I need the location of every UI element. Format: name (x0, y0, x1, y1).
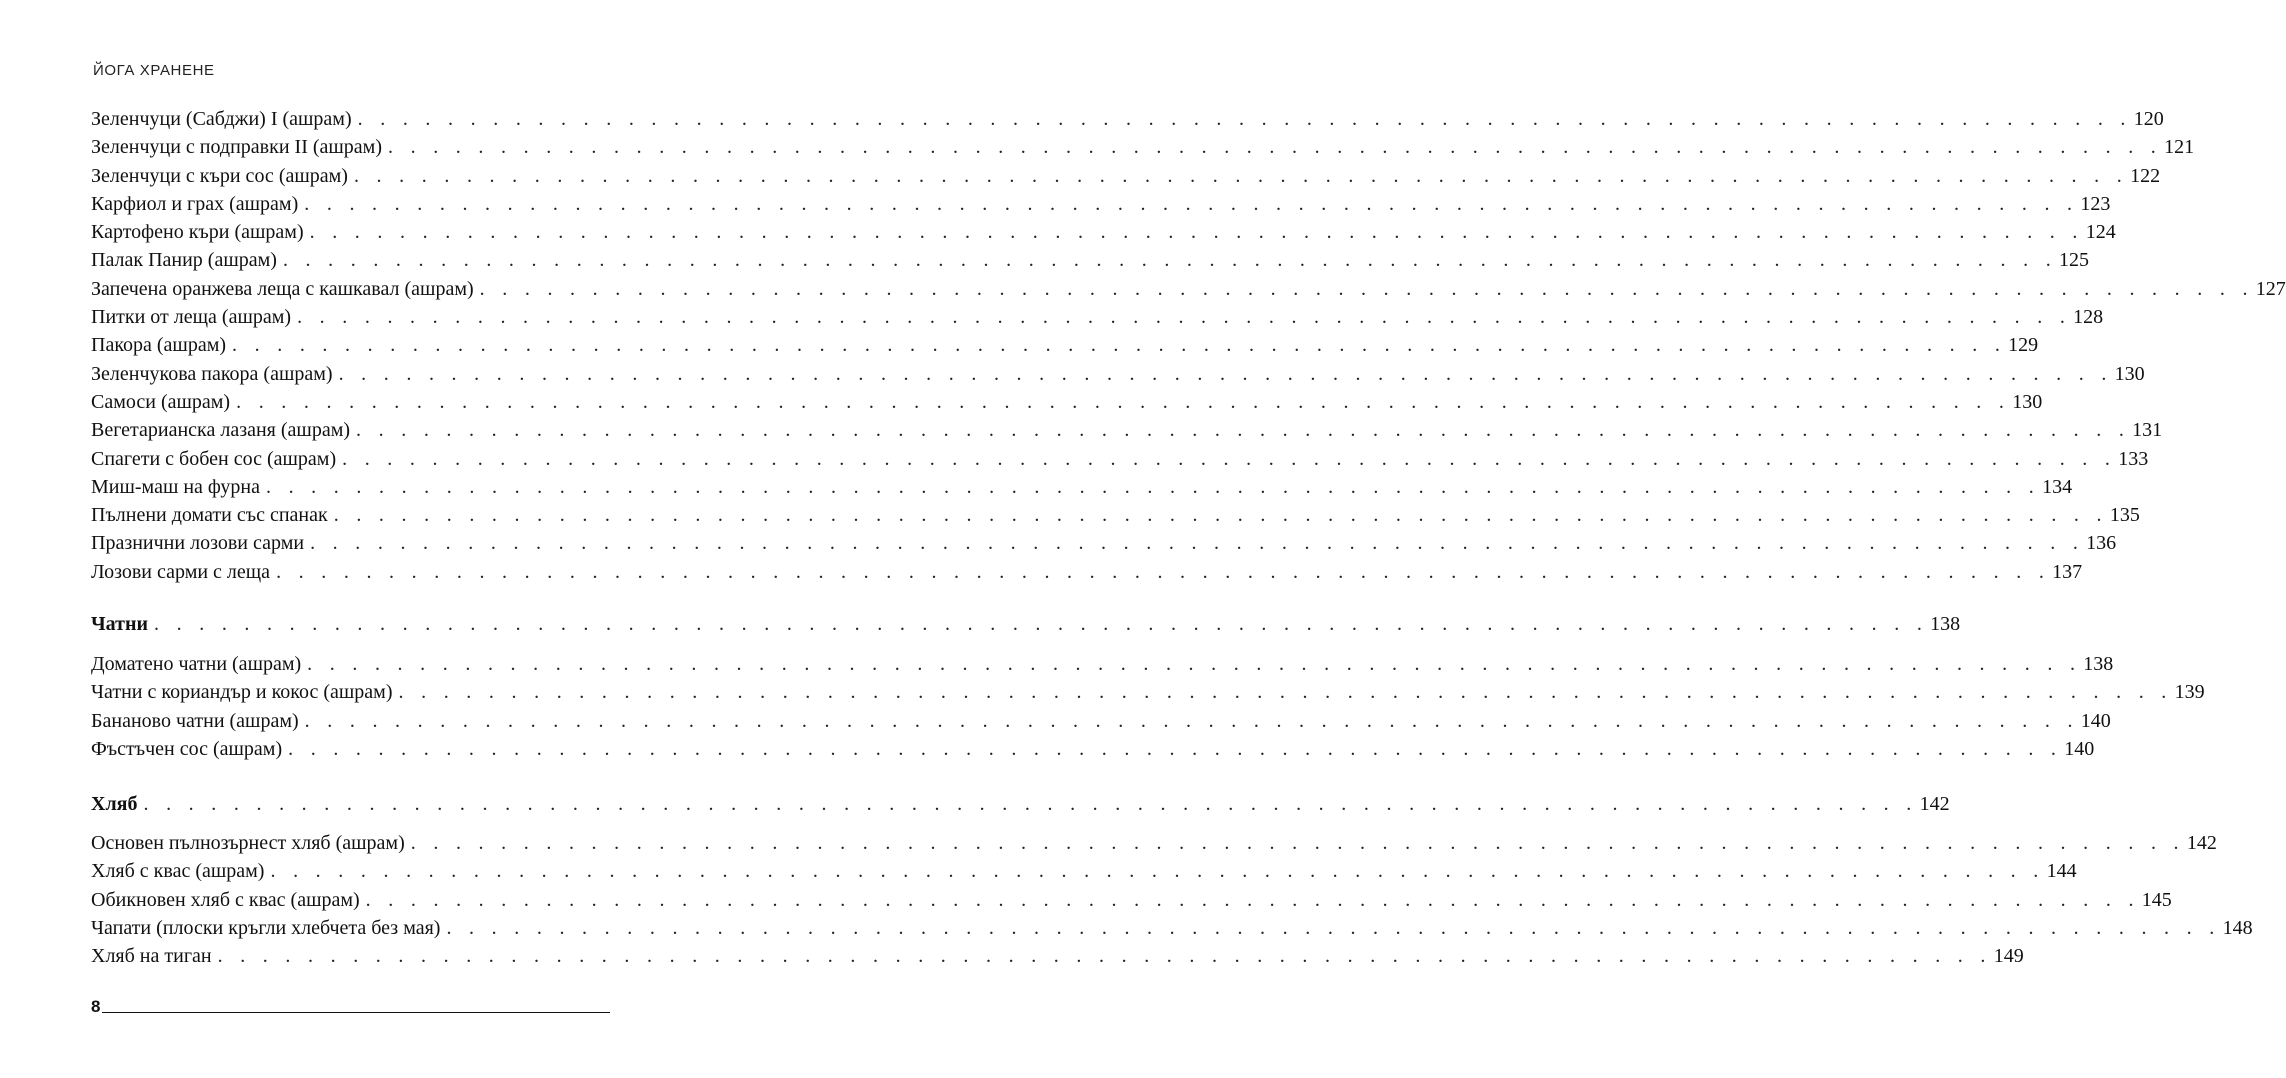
dot-leader: . . . . . . . . . . . . . . . . . . . . . . . . . . . . . . . . . . . . . . . . . . . . . . . . . . . . . . . . . . . . . . . . . . . . . . . . . . . . . . . (304, 709, 2079, 732)
toc-entry-title: Самоси (ашрам) (91, 390, 231, 413)
toc-entry-title: Чатни с кориандър и кокос (ашрам) (91, 681, 393, 704)
toc-entry-page: 145 (2141, 888, 2172, 911)
toc-entry-page: 130 (2114, 362, 2145, 385)
toc-entry-title: Празнични лозови сарми (91, 532, 305, 555)
footer-rule (102, 1012, 610, 1013)
toc-entry-page: 121 (2164, 136, 2195, 159)
toc-entry (91, 275, 2286, 303)
toc-entry (91, 473, 2073, 501)
toc-entry-page: 123 (2080, 192, 2111, 215)
toc-entry-title: Чапати (плоски кръгли хлебчета без мая) (91, 916, 441, 939)
toc-entry-page: 149 (1993, 945, 2024, 968)
dot-leader: . . . . . . . . . . . . . . . . . . . . . . . . . . . . . . . . . . . . . . . . . . . . . . . . . . . . . . . . . . . . . . . . . . . . . . . . . . . . . . . (356, 419, 2131, 442)
toc-entry-page: 133 (2118, 447, 2149, 470)
dot-leader: . . . . . . . . . . . . . . . . . . . . . . . . . . . . . . . . . . . . . . . . . . . . . . . . . . . . . . . . . . . . . . . . . . . . . . . . . . . . . . . (297, 306, 2072, 329)
dot-leader: . . . . . . . . . . . . . . . . . . . . . . . . . . . . . . . . . . . . . . . . . . . . . . . . . . . . . . . . . . . . . . . . . . . . . . . . . . . . . . . (270, 860, 2045, 883)
toc-entry-page: 130 (2012, 390, 2043, 413)
toc-entry-page: 139 (2174, 681, 2205, 704)
toc-entry-title: Чатни (91, 613, 149, 635)
dot-leader: . . . . . . . . . . . . . . . . . . . . . . . . . . . . . . . . . . . . . . . . . . . . . . . . . . . . . . . . . . . . . . . . . . . . . . . . . . . . . . . (265, 475, 2041, 498)
toc-section-bread (91, 790, 1950, 818)
page-number: 8 (91, 997, 101, 1016)
toc-entry (91, 303, 2104, 331)
dot-leader: . . . . . . . . . . . . . . . . . . . . . . . . . . . . . . . . . . . . . . . . . . . . . . . . . . . . . . . . . . . . . . . . . . . . . . . . . . . . . . . (154, 613, 1929, 635)
dot-leader: . . . . . . . . . . . . . . . . . . . . . . . . . . . . . . . . . . . . . . . . . . . . . . . . . . . . . . . . . . . . . . . . . . . . . . . . . . . . . . . (304, 192, 2079, 215)
toc-recipes-bread (91, 829, 2253, 970)
toc-entry-page: 144 (2046, 860, 2077, 883)
toc-entry-title: Фъстъчен сос (ашрам) (91, 737, 283, 760)
toc-entry-page: 124 (2085, 221, 2116, 244)
toc-entry-title: Питки от леща (ашрам) (91, 306, 292, 329)
toc-entry (91, 105, 2164, 133)
toc-entry-page: 127 (2255, 277, 2286, 300)
toc-entry (91, 445, 2149, 473)
toc-entry-title: Палак Панир (ашрам) (91, 249, 277, 272)
toc-entry-title: Доматено чатни (ашрам) (91, 653, 302, 675)
toc-entry (91, 388, 2043, 416)
toc-entry-page: 142 (2186, 832, 2217, 854)
toc-entry-title: Миш-маш на фурна (91, 475, 260, 498)
toc-entry-page: 125 (2059, 249, 2090, 272)
toc-entry-page: 135 (2109, 504, 2140, 527)
toc-section-heading (91, 790, 1950, 818)
toc-entry-page: 129 (2008, 334, 2039, 357)
toc-entry-page: 134 (2042, 475, 2073, 498)
dot-leader: . . . . . . . . . . . . . . . . . . . . . . . . . . . . . . . . . . . . . . . . . . . . . . . . . . . . . . . . . . . . . . . . . . . . . . . . . . . . . . . (276, 560, 2051, 583)
toc-entry-page: 148 (2222, 916, 2253, 939)
toc-entry-title: Хляб (91, 793, 138, 815)
dot-leader: . . . . . . . . . . . . . . . . . . . . . . . . . . . . . . . . . . . . . . . . . . . . . . . . . . . . . . . . . . . . . . . . . . . . . . . . . . . . . . . (365, 888, 2140, 911)
toc-section-chutney (91, 610, 1961, 638)
dot-leader: . . . . . . . . . . . . . . . . . . . . . . . . . . . . . . . . . . . . . . . . . . . . . . . . . . . . . . . . . . . . . . . . . . . . . . . . . . . . . . . (236, 390, 2011, 413)
toc-entry (91, 558, 2083, 586)
running-head: ЙОГА ХРАНЕНЕ (93, 62, 215, 79)
dot-leader: . . . . . . . . . . . . . . . . . . . . . . . . . . . . . . . . . . . . . . . . . . . . . . . . . . . . . . . . . . . . . . . . . . . . . . . . . . . . . . . (143, 793, 1918, 815)
toc-entry-title: Карфиол и грах (ашрам) (91, 192, 299, 215)
toc-entry-page: 140 (2080, 709, 2111, 732)
toc-entry (91, 360, 2145, 388)
toc-entry (91, 162, 2161, 190)
toc-entry (91, 416, 2163, 444)
toc-entry (91, 735, 2095, 763)
toc-entry (91, 707, 2111, 735)
toc-entry (91, 886, 2172, 914)
toc-entry (91, 331, 2039, 359)
dot-leader: . . . . . . . . . . . . . . . . . . . . . . . . . . . . . . . . . . . . . . . . . . . . . . . . . . . . . . . . . . . . . . . . . . . . . . . . . . . . . . . (398, 681, 2173, 704)
dot-leader: . . . . . . . . . . . . . . . . . . . . . . . . . . . . . . . . . . . . . . . . . . . . . . . . . . . . . . . . . . . . . . . . . . . . . . . . . . . . . . . (410, 832, 2185, 854)
toc-entry-page: 136 (2086, 532, 2117, 555)
dot-leader: . . . . . . . . . . . . . . . . . . . . . . . . . . . . . . . . . . . . . . . . . . . . . . . . . . . . . . . . . . . . . . . . . . . . . . . . . . . . . . . (232, 334, 2007, 357)
dot-leader: . . . . . . . . . . . . . . . . . . . . . . . . . . . . . . . . . . . . . . . . . . . . . . . . . . . . . . . . . . . . . . . . . . . . . . . . . . . . . . . (310, 532, 2085, 555)
toc-entry-page: 138 (2083, 653, 2114, 675)
toc-entry-title: Хляб с квас (ашрам) (91, 860, 265, 883)
dot-leader: . . . . . . . . . . . . . . . . . . . . . . . . . . . . . . . . . . . . . . . . . . . . . . . . . . . . . . . . . . . . . . . . . . . . . . . . . . . . . . . (333, 504, 2108, 527)
toc-entry-title: Спагети с бобен сос (ашрам) (91, 447, 337, 470)
toc-entry-title: Хляб на тиган (91, 945, 212, 968)
toc-entry-title: Зеленчуци (Сабджи) I (ашрам) (91, 108, 352, 130)
toc-entry (91, 218, 2116, 246)
toc-entry-title: Запечена оранжева леща с кашкавал (ашрам) (91, 277, 474, 300)
page-footer (91, 998, 610, 1015)
toc-entry-page: 128 (2073, 306, 2104, 329)
toc-section-heading (91, 610, 1961, 638)
dot-leader: . . . . . . . . . . . . . . . . . . . . . . . . . . . . . . . . . . . . . . . . . . . . . . . . . . . . . . . . . . . . . . . . . . . . . . . . . . . . . . . (288, 737, 2063, 760)
toc-entry-page: 122 (2130, 164, 2161, 187)
toc-entry-title: Вегетарианска лазаня (ашрам) (91, 419, 351, 442)
toc-entry-title: Пълнени домати със спанак (91, 504, 328, 527)
toc-entry-title: Пакора (ашрам) (91, 334, 227, 357)
toc-entry-page: 131 (2132, 419, 2163, 442)
dot-leader: . . . . . . . . . . . . . . . . . . . . . . . . . . . . . . . . . . . . . . . . . . . . . . . . . . . . . . . . . . . . . . . . . . . . . . . . . . . . . . . (309, 221, 2084, 244)
dot-leader: . . . . . . . . . . . . . . . . . . . . . . . . . . . . . . . . . . . . . . . . . . . . . . . . . . . . . . . . . . . . . . . . . . . . . . . . . . . . . . . (388, 136, 2163, 159)
toc-recipes-main (91, 105, 2286, 586)
toc-entry (91, 857, 2077, 885)
dot-leader: . . . . . . . . . . . . . . . . . . . . . . . . . . . . . . . . . . . . . . . . . . . . . . . . . . . . . . . . . . . . . . . . . . . . . . . . . . . . . . . (342, 447, 2117, 470)
toc-entry (91, 650, 2114, 678)
toc-entry (91, 914, 2253, 942)
toc-entry-title: Картофено къри (ашрам) (91, 221, 304, 244)
toc-entry (91, 246, 2090, 274)
dot-leader: . . . . . . . . . . . . . . . . . . . . . . . . . . . . . . . . . . . . . . . . . . . . . . . . . . . . . . . . . . . . . . . . . . . . . . . . . . . . . . . (338, 362, 2113, 385)
dot-leader: . . . . . . . . . . . . . . . . . . . . . . . . . . . . . . . . . . . . . . . . . . . . . . . . . . . . . . . . . . . . . . . . . . . . . . . . . . . . . . . (479, 277, 2254, 300)
dot-leader: . . . . . . . . . . . . . . . . . . . . . . . . . . . . . . . . . . . . . . . . . . . . . . . . . . . . . . . . . . . . . . . . . . . . . . . . . . . . . . . (353, 164, 2129, 187)
toc-entry-title: Бананово чатни (ашрам) (91, 709, 299, 732)
toc-entry-title: Лозови сарми с леща (91, 560, 271, 583)
dot-leader: . . . . . . . . . . . . . . . . . . . . . . . . . . . . . . . . . . . . . . . . . . . . . . . . . . . . . . . . . . . . . . . . . . . . . . . . . . . . . . . (282, 249, 2058, 272)
toc-entry-title: Основен пълнозърнест хляб (ашрам) (91, 832, 405, 854)
toc-entry (91, 678, 2205, 706)
toc-entry-page: 120 (2133, 108, 2164, 130)
dot-leader: . . . . . . . . . . . . . . . . . . . . . . . . . . . . . . . . . . . . . . . . . . . . . . . . . . . . . . . . . . . . . . . . . . . . . . . . . . . . . . . (357, 108, 2132, 130)
dot-leader: . . . . . . . . . . . . . . . . . . . . . . . . . . . . . . . . . . . . . . . . . . . . . . . . . . . . . . . . . . . . . . . . . . . . . . . . . . . . . . . (217, 945, 1992, 968)
toc-entry (91, 190, 2111, 218)
toc-entry-title: Зеленчуци с подправки II (ашрам) (91, 136, 382, 159)
toc-entry-page: 137 (2052, 560, 2083, 583)
dot-leader: . . . . . . . . . . . . . . . . . . . . . . . . . . . . . . . . . . . . . . . . . . . . . . . . . . . . . . . . . . . . . . . . . . . . . . . . . . . . . . . (446, 916, 2221, 939)
toc-entry (91, 529, 2117, 557)
dot-leader: . . . . . . . . . . . . . . . . . . . . . . . . . . . . . . . . . . . . . . . . . . . . . . . . . . . . . . . . . . . . . . . . . . . . . . . . . . . . . . . (307, 653, 2082, 675)
toc-entry-page: 138 (1930, 613, 1961, 635)
toc-entry (91, 942, 2024, 970)
toc-entry-title: Зеленчукова пакора (ашрам) (91, 362, 333, 385)
toc-entry (91, 501, 2140, 529)
toc-entry (91, 829, 2217, 857)
toc-entry-title: Зеленчуци с къри сос (ашрам) (91, 164, 348, 187)
toc-entry-page: 140 (2064, 737, 2095, 760)
toc-entry-title: Обикновен хляб с квас (ашрам) (91, 888, 360, 911)
toc-entry (91, 133, 2195, 161)
toc-entry-page: 142 (1919, 793, 1950, 815)
toc-recipes-chutney (91, 650, 2205, 763)
